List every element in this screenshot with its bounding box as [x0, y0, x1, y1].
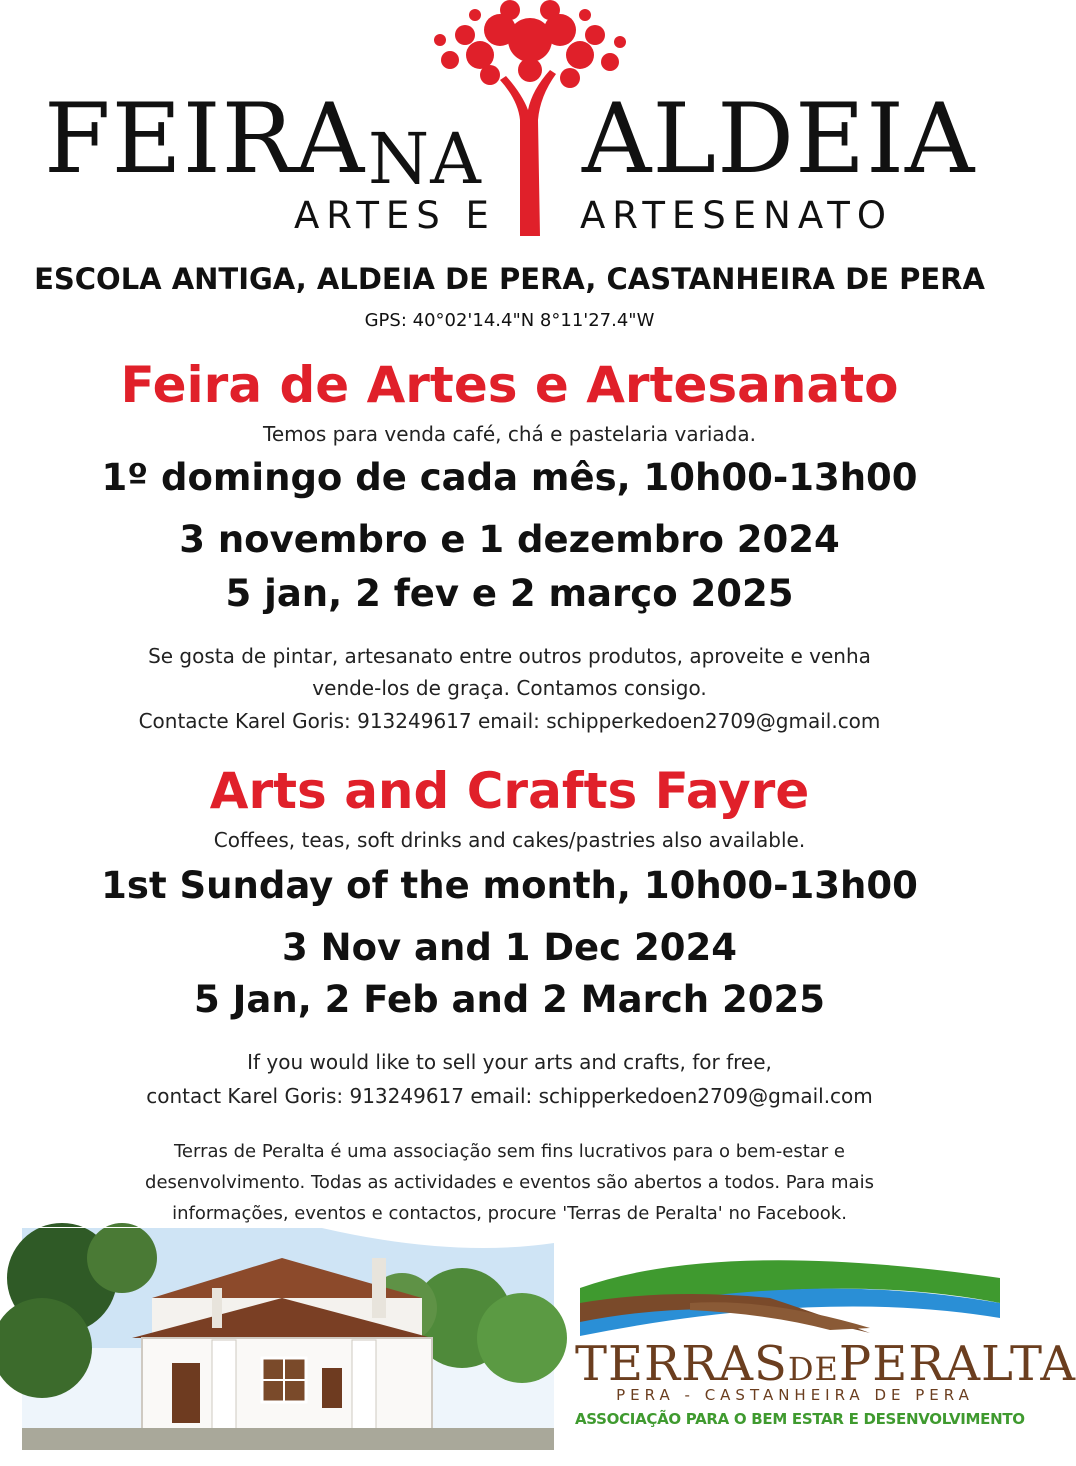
- about-text: [0, 1136, 1019, 1229]
- en-schedule: 1st Sunday of the month, 10h00-13h00: [101, 864, 918, 907]
- en-dates-2025: 5 Jan, 2 Feb and 2 March 2025: [194, 978, 825, 1021]
- gps-coordinates: GPS: 40°02'14.4"N 8°11'27.4"W: [364, 310, 655, 331]
- title-word-aldeia: ALDEIA: [582, 83, 976, 195]
- pt-note: Temos para venda café, chá e pastelaria variada.: [263, 422, 756, 446]
- en-note: Coffees, teas, soft drinks and cakes/pastries also available.: [213, 828, 806, 852]
- pt-dates-2025: 5 jan, 2 fev e 2 março 2025: [225, 572, 794, 615]
- school-building-photo: [22, 1228, 554, 1450]
- logo-name-peralta: PERALTA: [838, 1336, 1076, 1392]
- en-dates-2024: 3 Nov and 1 Dec 2024: [282, 926, 737, 969]
- en-contact: contact Karel Goris: 913249617 email: schipperkedoen2709@gmail.com: [146, 1084, 873, 1108]
- pt-invite-line2: vende-los de graça. Contamos consigo.: [312, 676, 707, 700]
- about-line1: Terras de Peralta é uma associação sem fins lucrativos para o bem-estar e: [174, 1141, 845, 1162]
- subtitle-left: ARTES E: [294, 194, 496, 237]
- about-line3: informações, eventos e contactos, procure 'Terras de Peralta' no Facebook.: [172, 1203, 847, 1224]
- logo-subtitle: PERA - CASTANHEIRA DE PERA: [616, 1386, 974, 1404]
- logo-name-de: DE: [787, 1350, 839, 1388]
- venue-location: ESCOLA ANTIGA, ALDEIA DE PERA, CASTANHEIRA DE PERA: [34, 262, 985, 296]
- pt-contact: Contacte Karel Goris: 913249617 email: schipperkedoen2709@gmail.com: [138, 709, 881, 733]
- en-heading: Arts and Crafts Fayre: [209, 762, 810, 820]
- pt-heading: Feira de Artes e Artesanato: [120, 356, 899, 414]
- subtitle-right: ARTESENATO: [580, 194, 894, 237]
- en-invite-line1: If you would like to sell your arts and crafts, for free,: [247, 1050, 772, 1074]
- about-line2: desenvolvimento. Todas as actividades e eventos são abertos a todos. Para mais: [145, 1172, 874, 1193]
- title-word-feira: FEIRA: [44, 83, 366, 195]
- logo-association: ASSOCIAÇÃO PARA O BEM ESTAR E DESENVOLVIMENTO: [575, 1410, 1025, 1428]
- pt-invite-line1: Se gosta de pintar, artesanato entre outros produtos, aproveite e venha: [148, 644, 871, 668]
- pt-dates-2024: 3 novembro e 1 dezembro 2024: [179, 518, 840, 561]
- logo-title: [575, 1336, 1076, 1392]
- logo-name-terras: TERRAS: [575, 1336, 788, 1392]
- pt-schedule: 1º domingo de cada mês, 10h00-13h00: [101, 456, 918, 499]
- title-word-na: NA: [368, 118, 482, 200]
